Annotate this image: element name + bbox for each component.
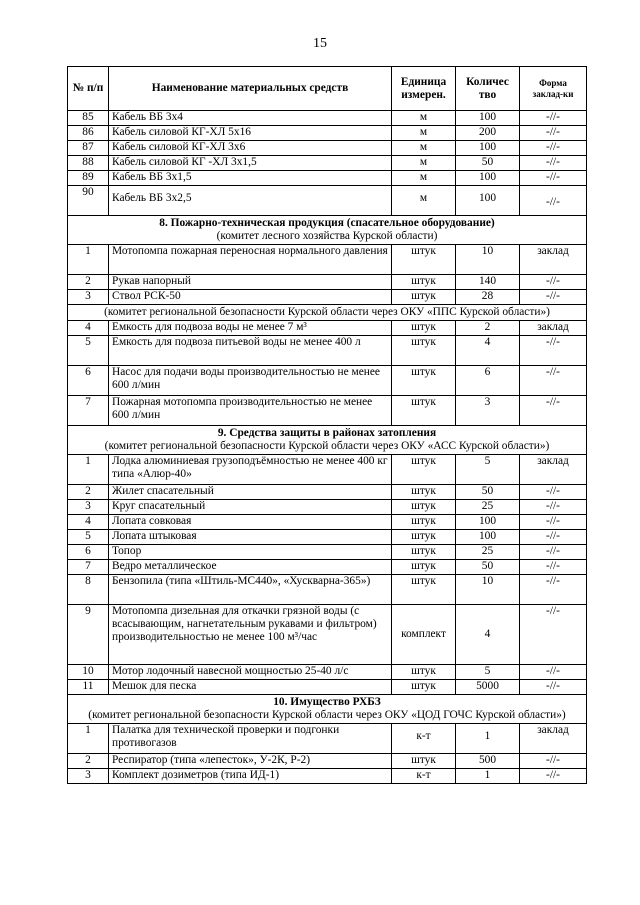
row-qty: 10: [456, 575, 520, 605]
section-8-subtitle: (комитет лесного хозяйства Курской области): [216, 230, 438, 242]
row-form: -//-: [520, 290, 587, 305]
row-unit: штук: [392, 396, 456, 426]
materials-table: [67, 66, 587, 784]
row-qty: 1: [456, 724, 520, 754]
table-row: [68, 156, 587, 171]
row-form: -//-: [520, 754, 587, 769]
table-row: [68, 754, 587, 769]
row-num: 87: [68, 141, 109, 156]
row-form: -//-: [520, 545, 587, 560]
row-qty: 100: [456, 186, 520, 216]
row-name: Кабель силовой КГ-ХЛ 3х6: [109, 141, 392, 156]
row-qty: 3: [456, 396, 520, 426]
table-row: [68, 560, 587, 575]
row-num: 9: [68, 605, 109, 665]
row-form: -//-: [520, 275, 587, 290]
row-qty: 50: [456, 156, 520, 171]
row-unit: штук: [392, 245, 456, 275]
section-subheader-row: [68, 305, 587, 321]
row-num: 90: [68, 186, 109, 216]
row-unit: штук: [392, 665, 456, 680]
row-form: -//-: [520, 126, 587, 141]
table-row: [68, 141, 587, 156]
row-num: 86: [68, 126, 109, 141]
row-name: Мотор лодочный навесной мощностью 25-40 л/с: [109, 665, 392, 680]
row-name: Палатка для технической проверки и подгонки противогазов: [109, 724, 392, 754]
row-name: Лодка алюминиевая грузоподъёмностью не менее 400 кг типа «Алюр-40»: [109, 455, 392, 485]
page-number: 15: [313, 36, 327, 51]
row-unit: штук: [392, 275, 456, 290]
row-qty: 25: [456, 500, 520, 515]
row-qty: 100: [456, 141, 520, 156]
row-num: 8: [68, 575, 109, 605]
row-num: 89: [68, 171, 109, 186]
row-unit: штук: [392, 575, 456, 605]
row-name: Лопата совковая: [109, 515, 392, 530]
table-row: [68, 680, 587, 695]
row-unit: штук: [392, 500, 456, 515]
table-row: [68, 605, 587, 665]
section-8-title: 8. Пожарно-техническая продукция (спасательное оборудование): [159, 217, 495, 229]
table-row: [68, 366, 587, 396]
row-name: Пожарная мотопомпа производительностью не менее 600 л/мин: [109, 396, 392, 426]
row-num: 1: [68, 724, 109, 754]
section-10-subtitle: (комитет региональной безопасности Курской области через ОКУ «ЦОД ГОЧС Курской области»): [88, 709, 566, 721]
row-unit: штук: [392, 290, 456, 305]
row-form: -//-: [520, 156, 587, 171]
row-qty: 100: [456, 530, 520, 545]
row-num: 7: [68, 396, 109, 426]
header-name: Наименование материальных средств: [109, 67, 392, 111]
row-unit: к-т: [392, 769, 456, 784]
row-form: -//-: [520, 769, 587, 784]
table-row: [68, 336, 587, 366]
row-qty: 6: [456, 366, 520, 396]
table-row: [68, 455, 587, 485]
row-name: Ствол РСК-50: [109, 290, 392, 305]
row-form: -//-: [520, 560, 587, 575]
row-unit: штук: [392, 366, 456, 396]
row-num: 10: [68, 665, 109, 680]
row-name: Рукав напорный: [109, 275, 392, 290]
row-unit: штук: [392, 455, 456, 485]
row-qty: 50: [456, 560, 520, 575]
row-form: -//-: [520, 111, 587, 126]
row-form: -//-: [520, 575, 587, 605]
row-qty: 25: [456, 545, 520, 560]
header-qty: Количес тво: [456, 67, 520, 111]
row-unit: м: [392, 126, 456, 141]
row-qty: 5: [456, 455, 520, 485]
row-form: -//-: [520, 605, 587, 665]
table-row: [68, 545, 587, 560]
row-unit: штук: [392, 680, 456, 695]
table-row: [68, 186, 587, 216]
row-num: 3: [68, 290, 109, 305]
section-header-row: [68, 216, 587, 245]
row-unit: к-т: [392, 724, 456, 754]
row-num: 88: [68, 156, 109, 171]
section-9-subtitle: (комитет региональной безопасности Курской области через ОКУ «АСС Курской области»): [104, 440, 550, 452]
section-header-row: [68, 695, 587, 724]
row-form: -//-: [520, 186, 587, 216]
row-unit: м: [392, 171, 456, 186]
section-8-header: [68, 216, 587, 245]
row-form: -//-: [520, 665, 587, 680]
row-num: 4: [68, 321, 109, 336]
row-form: -//-: [520, 171, 587, 186]
table-row: [68, 665, 587, 680]
row-unit: штук: [392, 515, 456, 530]
row-form: -//-: [520, 680, 587, 695]
row-name: Лопата штыковая: [109, 530, 392, 545]
row-num: 1: [68, 455, 109, 485]
table-row: [68, 500, 587, 515]
section-10-header: [68, 695, 587, 724]
row-form: -//-: [520, 500, 587, 515]
table-row: [68, 321, 587, 336]
row-num: 3: [68, 769, 109, 784]
row-unit: м: [392, 111, 456, 126]
row-num: 6: [68, 366, 109, 396]
row-qty: 5000: [456, 680, 520, 695]
table-row: [68, 396, 587, 426]
row-num: 7: [68, 560, 109, 575]
row-name: Емкость для подвоза воды не менее 7 м³: [109, 321, 392, 336]
table-header-row: [68, 67, 587, 111]
row-unit: м: [392, 186, 456, 216]
row-form: -//-: [520, 336, 587, 366]
header-num: № п/п: [68, 67, 109, 111]
row-form: -//-: [520, 366, 587, 396]
row-name: Емкость для подвоза питьевой воды не менее 400 л: [109, 336, 392, 366]
row-qty: 500: [456, 754, 520, 769]
row-unit: штук: [392, 336, 456, 366]
row-unit: штук: [392, 485, 456, 500]
row-qty: 28: [456, 290, 520, 305]
row-num: 11: [68, 680, 109, 695]
row-qty: 200: [456, 126, 520, 141]
row-qty: 50: [456, 485, 520, 500]
table-row: [68, 769, 587, 784]
row-qty: 4: [456, 336, 520, 366]
row-num: 5: [68, 336, 109, 366]
row-name: Ведро металлическое: [109, 560, 392, 575]
table-row: [68, 575, 587, 605]
section-8-subtitle-2: (комитет региональной безопасности Курской области через ОКУ «ППС Курской области»): [68, 305, 587, 321]
row-qty: 100: [456, 515, 520, 530]
row-form: заклад: [520, 321, 587, 336]
table-row: [68, 485, 587, 500]
row-num: 85: [68, 111, 109, 126]
row-num: 4: [68, 515, 109, 530]
row-num: 5: [68, 530, 109, 545]
row-name: Кабель силовой КГ-ХЛ 5х16: [109, 126, 392, 141]
header-form: Форма заклад-ки: [520, 67, 587, 111]
row-form: -//-: [520, 396, 587, 426]
row-unit: м: [392, 156, 456, 171]
row-unit: штук: [392, 321, 456, 336]
table-row: [68, 530, 587, 545]
row-form: -//-: [520, 515, 587, 530]
row-form: -//-: [520, 141, 587, 156]
table-row: [68, 126, 587, 141]
row-qty: 10: [456, 245, 520, 275]
row-unit: штук: [392, 545, 456, 560]
table-row: [68, 171, 587, 186]
row-num: 3: [68, 500, 109, 515]
section-10-title: 10. Имущество РХБЗ: [273, 696, 381, 708]
table-row: [68, 290, 587, 305]
row-name: Кабель ВБ 3х4: [109, 111, 392, 126]
row-name: Респиратор (типа «лепесток», У-2К, Р-2): [109, 754, 392, 769]
row-qty: 100: [456, 171, 520, 186]
row-name: Мешок для песка: [109, 680, 392, 695]
row-form: заклад: [520, 724, 587, 754]
section-header-row: [68, 426, 587, 455]
row-name: Круг спасательный: [109, 500, 392, 515]
row-name: Мотопомпа дизельная для откачки грязной воды (с всасывающим, нагнетательным рукавами и фильтром) производительностью не менее 100 м³/час: [109, 605, 392, 665]
row-qty: 100: [456, 111, 520, 126]
row-name: Комплект дозиметров (типа ИД-1): [109, 769, 392, 784]
header-unit: Единица измерен.: [392, 67, 456, 111]
table-row: [68, 275, 587, 290]
row-num: 2: [68, 485, 109, 500]
row-qty: 5: [456, 665, 520, 680]
table-row: [68, 111, 587, 126]
row-name: Топор: [109, 545, 392, 560]
row-form: заклад: [520, 245, 587, 275]
row-name: Кабель силовой КГ -ХЛ 3х1,5: [109, 156, 392, 171]
row-num: 6: [68, 545, 109, 560]
row-unit: штук: [392, 754, 456, 769]
row-name: Бензопила (типа «Штиль-МС440», «Хускварна-365»): [109, 575, 392, 605]
table-row: [68, 245, 587, 275]
row-unit: штук: [392, 560, 456, 575]
section-9-header: [68, 426, 587, 455]
row-form: -//-: [520, 530, 587, 545]
row-qty: 2: [456, 321, 520, 336]
row-name: Насос для подачи воды производительностью не менее 600 л/мин: [109, 366, 392, 396]
row-qty: 140: [456, 275, 520, 290]
row-unit: м: [392, 141, 456, 156]
row-num: 1: [68, 245, 109, 275]
section-9-title: 9. Средства защиты в районах затопления: [217, 427, 437, 439]
table-row: [68, 724, 587, 754]
row-name: Кабель ВБ 3х2,5: [109, 186, 392, 216]
row-unit: комплект: [392, 605, 456, 665]
table-row: [68, 515, 587, 530]
row-num: 2: [68, 754, 109, 769]
row-form: -//-: [520, 485, 587, 500]
row-form: заклад: [520, 455, 587, 485]
row-unit: штук: [392, 530, 456, 545]
row-num: 2: [68, 275, 109, 290]
row-name: Жилет спасательный: [109, 485, 392, 500]
row-name: Кабель ВБ 3х1,5: [109, 171, 392, 186]
row-qty: 1: [456, 769, 520, 784]
row-name: Мотопомпа пожарная переносная нормального давления: [109, 245, 392, 275]
row-qty: 4: [456, 605, 520, 665]
